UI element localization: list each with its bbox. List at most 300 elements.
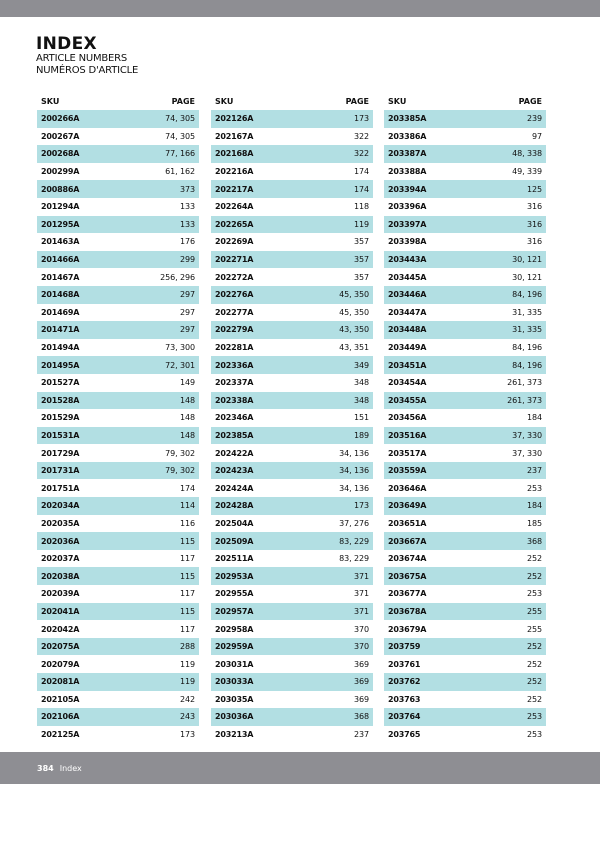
page-cell: 237 xyxy=(354,730,369,740)
sku-header: SKU xyxy=(388,97,407,106)
page-cell: 151 xyxy=(354,413,369,423)
table-row xyxy=(37,198,199,216)
table-row xyxy=(37,233,199,251)
page-cell: 43, 350 xyxy=(339,325,369,335)
page-cell: 252 xyxy=(527,642,542,652)
table-row xyxy=(211,321,373,339)
table-row xyxy=(211,515,373,533)
table-row xyxy=(37,655,199,673)
table-row xyxy=(211,497,373,515)
sku-cell: 203761 xyxy=(388,659,421,669)
table-row xyxy=(211,585,373,603)
sku-cell: 203456A xyxy=(388,413,427,423)
sku-cell: 203674A xyxy=(388,554,427,564)
page-cell: 373 xyxy=(180,184,195,194)
sku-cell: 201729A xyxy=(41,448,80,458)
page-cell: 31, 335 xyxy=(512,307,542,317)
page-cell: 74, 305 xyxy=(165,131,195,141)
sku-cell: 202075A xyxy=(41,642,80,652)
sku-cell: 202038A xyxy=(41,571,80,581)
page-cell: 256, 296 xyxy=(160,272,195,282)
table-row xyxy=(37,286,199,304)
page-title: INDEX xyxy=(36,34,97,54)
page-cell: 115 xyxy=(180,606,195,616)
sku-cell: 202168A xyxy=(215,149,254,159)
page-cell: 322 xyxy=(354,149,369,159)
sku-header: SKU xyxy=(215,97,234,106)
table-row xyxy=(37,620,199,638)
page-cell: 185 xyxy=(527,518,542,528)
sku-cell: 203387A xyxy=(388,149,427,159)
sku-cell: 202106A xyxy=(41,712,80,722)
page-cell: 37, 276 xyxy=(339,518,369,528)
sku-cell: 200299A xyxy=(41,167,80,177)
table-row xyxy=(384,444,546,462)
sku-cell: 203651A xyxy=(388,518,427,528)
index-column-2 xyxy=(211,93,373,743)
page-cell: 83, 229 xyxy=(339,536,369,546)
page-cell: 117 xyxy=(180,554,195,564)
page-cell: 148 xyxy=(180,430,195,440)
top-band xyxy=(0,0,600,17)
table-row xyxy=(384,532,546,550)
page-cell: 174 xyxy=(354,184,369,194)
sku-cell: 201751A xyxy=(41,483,80,493)
sku-cell: 202336A xyxy=(215,360,254,370)
page-cell: 368 xyxy=(354,712,369,722)
sku-cell: 202281A xyxy=(215,343,254,353)
table-row xyxy=(211,567,373,585)
table-row xyxy=(384,708,546,726)
table-row xyxy=(37,462,199,480)
subtitle-english: ARTICLE NUMBERS xyxy=(36,53,128,64)
page-cell: 253 xyxy=(527,483,542,493)
table-row xyxy=(211,163,373,181)
sku-cell: 202265A xyxy=(215,219,254,229)
table-row xyxy=(211,462,373,480)
page-cell: 37, 330 xyxy=(512,448,542,458)
sku-cell: 203765 xyxy=(388,730,421,740)
table-row xyxy=(37,638,199,656)
sku-cell: 203679A xyxy=(388,624,427,634)
column-header xyxy=(37,93,199,110)
table-row xyxy=(37,726,199,744)
sku-cell: 201494A xyxy=(41,343,80,353)
page-cell: 148 xyxy=(180,413,195,423)
table-row xyxy=(384,145,546,163)
index-column-1 xyxy=(37,93,199,743)
page-header: PAGE xyxy=(345,97,369,106)
page-cell: 297 xyxy=(180,290,195,300)
sku-cell: 203675A xyxy=(388,571,427,581)
sku-cell: 201529A xyxy=(41,413,80,423)
page-cell: 173 xyxy=(180,730,195,740)
table-row xyxy=(384,497,546,515)
sku-cell: 202385A xyxy=(215,430,254,440)
page-cell: 253 xyxy=(527,730,542,740)
page-cell: 74, 305 xyxy=(165,114,195,124)
page-cell: 368 xyxy=(527,536,542,546)
sku-cell: 203397A xyxy=(388,219,427,229)
sku-cell: 203398A xyxy=(388,237,427,247)
table-row xyxy=(37,128,199,146)
page-cell: 149 xyxy=(180,378,195,388)
sku-cell: 202216A xyxy=(215,167,254,177)
page-cell: 239 xyxy=(527,114,542,124)
sku-cell: 203388A xyxy=(388,167,427,177)
sku-cell: 203394A xyxy=(388,184,427,194)
table-row xyxy=(37,567,199,585)
sku-cell: 201466A xyxy=(41,255,80,265)
page-cell: 189 xyxy=(354,430,369,440)
table-row xyxy=(37,180,199,198)
page-cell: 252 xyxy=(527,554,542,564)
sku-cell: 203516A xyxy=(388,430,427,440)
table-row xyxy=(211,356,373,374)
table-row xyxy=(211,374,373,392)
sku-cell: 201468A xyxy=(41,290,80,300)
table-row xyxy=(211,268,373,286)
sku-cell: 202428A xyxy=(215,501,254,511)
sku-cell: 202036A xyxy=(41,536,80,546)
table-row xyxy=(211,180,373,198)
page-cell: 261, 373 xyxy=(507,378,542,388)
table-row xyxy=(211,251,373,269)
sku-cell: 200266A xyxy=(41,114,80,124)
table-row xyxy=(384,515,546,533)
page-header: PAGE xyxy=(171,97,195,106)
sku-cell: 202422A xyxy=(215,448,254,458)
table-row xyxy=(211,444,373,462)
table-row xyxy=(211,638,373,656)
sku-cell: 202277A xyxy=(215,307,254,317)
table-row xyxy=(384,216,546,234)
table-row xyxy=(37,392,199,410)
table-row xyxy=(384,585,546,603)
sku-cell: 202035A xyxy=(41,518,80,528)
page-cell: 252 xyxy=(527,677,542,687)
page-cell: 118 xyxy=(354,202,369,212)
table-row xyxy=(211,620,373,638)
sku-cell: 202081A xyxy=(41,677,80,687)
sku-cell: 200268A xyxy=(41,149,80,159)
sku-cell: 203445A xyxy=(388,272,427,282)
table-row xyxy=(384,374,546,392)
page-cell: 148 xyxy=(180,395,195,405)
page-cell: 114 xyxy=(180,501,195,511)
table-row xyxy=(211,427,373,445)
page-cell: 72, 301 xyxy=(165,360,195,370)
sku-cell: 202271A xyxy=(215,255,254,265)
table-row xyxy=(384,567,546,585)
page-cell: 316 xyxy=(527,202,542,212)
page-cell: 184 xyxy=(527,413,542,423)
sku-cell: 203649A xyxy=(388,501,427,511)
table-row xyxy=(384,304,546,322)
sku-cell: 203517A xyxy=(388,448,427,458)
sku-cell: 202337A xyxy=(215,378,254,388)
sku-cell: 202957A xyxy=(215,606,254,616)
table-row xyxy=(384,392,546,410)
table-row xyxy=(37,110,199,128)
sku-cell: 202276A xyxy=(215,290,254,300)
table-row xyxy=(211,409,373,427)
sku-cell: 203035A xyxy=(215,694,254,704)
table-row xyxy=(384,550,546,568)
sku-cell: 202264A xyxy=(215,202,254,212)
page-cell: 184 xyxy=(527,501,542,511)
sku-cell: 201495A xyxy=(41,360,80,370)
sku-cell: 202509A xyxy=(215,536,254,546)
table-row xyxy=(211,691,373,709)
sku-cell: 203762 xyxy=(388,677,421,687)
sku-cell: 202511A xyxy=(215,554,254,564)
page-cell: 252 xyxy=(527,694,542,704)
sku-cell: 202504A xyxy=(215,518,254,528)
table-row xyxy=(384,655,546,673)
page-cell: 43, 351 xyxy=(339,343,369,353)
table-row xyxy=(384,638,546,656)
sku-cell: 202167A xyxy=(215,131,254,141)
sku-cell: 202346A xyxy=(215,413,254,423)
page-cell: 174 xyxy=(354,167,369,177)
sku-cell: 201463A xyxy=(41,237,80,247)
page-cell: 369 xyxy=(354,677,369,687)
sku-cell: 202037A xyxy=(41,554,80,564)
table-row xyxy=(384,673,546,691)
index-column-3 xyxy=(384,93,546,743)
page-cell: 357 xyxy=(354,255,369,265)
page-cell: 370 xyxy=(354,624,369,634)
sku-cell: 202423A xyxy=(215,466,254,476)
sku-cell: 200886A xyxy=(41,184,80,194)
sku-cell: 203759 xyxy=(388,642,421,652)
table-row xyxy=(37,145,199,163)
sku-cell: 202079A xyxy=(41,659,80,669)
table-row xyxy=(211,532,373,550)
page-cell: 371 xyxy=(354,606,369,616)
page-cell: 73, 300 xyxy=(165,343,195,353)
sku-cell: 203455A xyxy=(388,395,427,405)
table-row xyxy=(384,409,546,427)
page-cell: 237 xyxy=(527,466,542,476)
table-row xyxy=(37,479,199,497)
page-cell: 253 xyxy=(527,712,542,722)
page-cell: 348 xyxy=(354,378,369,388)
page-cell: 34, 136 xyxy=(339,448,369,458)
page-cell: 369 xyxy=(354,694,369,704)
page-cell: 173 xyxy=(354,501,369,511)
sku-cell: 201528A xyxy=(41,395,80,405)
sku-cell: 201295A xyxy=(41,219,80,229)
table-row xyxy=(211,673,373,691)
page-cell: 133 xyxy=(180,219,195,229)
table-row xyxy=(384,268,546,286)
table-row xyxy=(37,603,199,621)
sku-cell: 201731A xyxy=(41,466,80,476)
page-cell: 34, 136 xyxy=(339,466,369,476)
sku-cell: 203646A xyxy=(388,483,427,493)
page-cell: 83, 229 xyxy=(339,554,369,564)
sku-cell: 202041A xyxy=(41,606,80,616)
page-cell: 61, 162 xyxy=(165,167,195,177)
table-row xyxy=(384,462,546,480)
page-cell: 253 xyxy=(527,589,542,599)
sku-cell: 203446A xyxy=(388,290,427,300)
sku-cell: 201471A xyxy=(41,325,80,335)
table-row xyxy=(37,356,199,374)
sku-cell: 201467A xyxy=(41,272,80,282)
page-cell: 316 xyxy=(527,237,542,247)
sku-cell: 202424A xyxy=(215,483,254,493)
page-cell: 30, 121 xyxy=(512,255,542,265)
page-cell: 49, 339 xyxy=(512,167,542,177)
table-row xyxy=(384,198,546,216)
page-cell: 77, 166 xyxy=(165,149,195,159)
table-row xyxy=(211,726,373,744)
sku-cell: 203447A xyxy=(388,307,427,317)
page-cell: 255 xyxy=(527,606,542,616)
page-cell: 117 xyxy=(180,624,195,634)
page-cell: 349 xyxy=(354,360,369,370)
page-cell: 255 xyxy=(527,624,542,634)
table-row xyxy=(211,233,373,251)
table-row xyxy=(37,550,199,568)
page-cell: 119 xyxy=(180,677,195,687)
sku-cell: 203385A xyxy=(388,114,427,124)
sku-cell: 203396A xyxy=(388,202,427,212)
footer-band xyxy=(0,752,600,784)
sku-cell: 200267A xyxy=(41,131,80,141)
page-cell: 371 xyxy=(354,571,369,581)
table-row xyxy=(37,268,199,286)
page-cell: 116 xyxy=(180,518,195,528)
page-cell: 174 xyxy=(180,483,195,493)
table-row xyxy=(211,550,373,568)
table-row xyxy=(384,356,546,374)
sku-cell: 202105A xyxy=(41,694,80,704)
page-cell: 297 xyxy=(180,325,195,335)
table-row xyxy=(37,532,199,550)
table-row xyxy=(384,603,546,621)
page-cell: 79, 302 xyxy=(165,448,195,458)
heading xyxy=(36,36,138,77)
page-cell: 79, 302 xyxy=(165,466,195,476)
table-row xyxy=(211,286,373,304)
page-cell: 84, 196 xyxy=(512,290,542,300)
page-cell: 369 xyxy=(354,659,369,669)
page-cell: 31, 335 xyxy=(512,325,542,335)
page-cell: 261, 373 xyxy=(507,395,542,405)
sku-cell: 203443A xyxy=(388,255,427,265)
page-cell: 243 xyxy=(180,712,195,722)
table-row xyxy=(384,691,546,709)
table-row xyxy=(37,708,199,726)
sku-header: SKU xyxy=(41,97,60,106)
page-cell: 242 xyxy=(180,694,195,704)
sku-cell: 202338A xyxy=(215,395,254,405)
table-row xyxy=(211,110,373,128)
page-cell: 45, 350 xyxy=(339,290,369,300)
sku-cell: 203449A xyxy=(388,343,427,353)
page-cell: 30, 121 xyxy=(512,272,542,282)
sku-cell: 203763 xyxy=(388,694,421,704)
footer-label: Index xyxy=(59,763,82,773)
table-row xyxy=(211,304,373,322)
sku-cell: 202217A xyxy=(215,184,254,194)
sku-cell: 201469A xyxy=(41,307,80,317)
page-cell: 119 xyxy=(354,219,369,229)
table-row xyxy=(37,444,199,462)
page-cell: 348 xyxy=(354,395,369,405)
table-row xyxy=(211,216,373,234)
table-row xyxy=(384,163,546,181)
table-row xyxy=(37,691,199,709)
sku-cell: 203678A xyxy=(388,606,427,616)
table-row xyxy=(211,479,373,497)
table-row xyxy=(37,673,199,691)
table-row xyxy=(37,374,199,392)
page-number: 384 xyxy=(37,763,54,773)
table-row xyxy=(37,339,199,357)
sku-cell: 202042A xyxy=(41,624,80,634)
page-cell: 252 xyxy=(527,659,542,669)
table-row xyxy=(384,128,546,146)
page-cell: 357 xyxy=(354,237,369,247)
table-row xyxy=(384,233,546,251)
table-row xyxy=(211,198,373,216)
page-cell: 37, 330 xyxy=(512,430,542,440)
column-header xyxy=(384,93,546,110)
page-cell: 322 xyxy=(354,131,369,141)
page-cell: 117 xyxy=(180,589,195,599)
sku-cell: 201531A xyxy=(41,430,80,440)
page-cell: 297 xyxy=(180,307,195,317)
sku-cell: 203386A xyxy=(388,131,427,141)
table-row xyxy=(384,427,546,445)
table-row xyxy=(211,655,373,673)
sku-cell: 203677A xyxy=(388,589,427,599)
sku-cell: 201294A xyxy=(41,202,80,212)
page-cell: 176 xyxy=(180,237,195,247)
table-row xyxy=(37,427,199,445)
table-row xyxy=(384,321,546,339)
table-row xyxy=(211,145,373,163)
sku-cell: 202279A xyxy=(215,325,254,335)
sku-cell: 203031A xyxy=(215,659,254,669)
page-cell: 371 xyxy=(354,589,369,599)
sku-cell: 203451A xyxy=(388,360,427,370)
sku-cell: 202272A xyxy=(215,272,254,282)
table-row xyxy=(211,339,373,357)
subtitle-french: NUMÉROS D'ARTICLE xyxy=(36,65,139,76)
table-row xyxy=(37,585,199,603)
page-cell: 119 xyxy=(180,659,195,669)
table-row xyxy=(384,726,546,744)
table-row xyxy=(37,163,199,181)
page-cell: 370 xyxy=(354,642,369,652)
sku-cell: 202039A xyxy=(41,589,80,599)
page-cell: 252 xyxy=(527,571,542,581)
sku-cell: 203036A xyxy=(215,712,254,722)
sku-cell: 202269A xyxy=(215,237,254,247)
table-row xyxy=(211,603,373,621)
table-row xyxy=(37,304,199,322)
page-cell: 357 xyxy=(354,272,369,282)
page-cell: 173 xyxy=(354,114,369,124)
table-row xyxy=(384,286,546,304)
column-header xyxy=(211,93,373,110)
